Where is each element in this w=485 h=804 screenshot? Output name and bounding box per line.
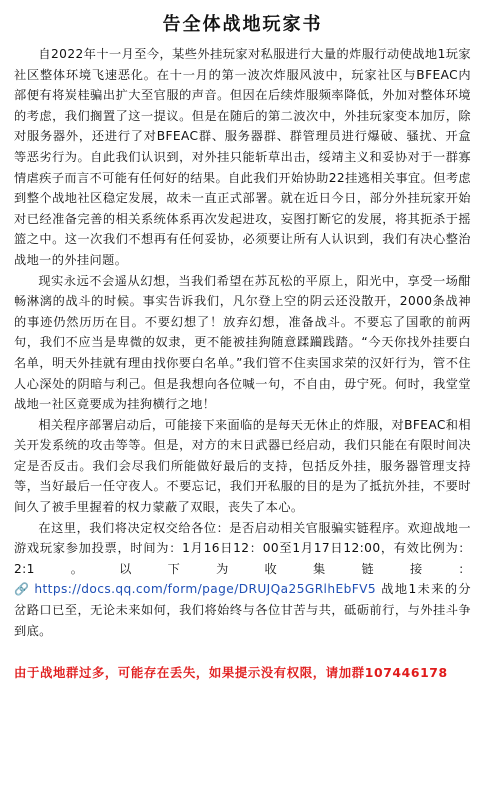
paragraph-3: 相关程序部署启动后，可能接下来面临的是每天无休止的炸服，对BFEAC和相关开发系统的攻击等等。但是，对方的末日武器已经启动，我们只能在有限时间决定是否反击。我们会尽我们所能做好最后的支持，包括反外挂，服务器管理支持等，当好最后一任守夜人。不要忘记，我们开私服的目的是为了抵抗外挂，不要时间久了被手里握着的权力蒙蔽了双眼，丧失了本心。 xyxy=(14,417,471,515)
paragraph-4-tail: 战地1未来的分岔路口已至，无论未来如何，我们将始终与各位甘苦与共，砥砺前行，与外挂斗争到底。 xyxy=(14,582,472,638)
paragraph-4-text: 在这里，我们将决定权交给各位：是否启动相关官服骗实链程序。欢迎战地一游戏玩家参加投票，时间为：1月16日12：00至1月17日12:00，有效比例为：2:1。以下为收集链接： xyxy=(14,520,471,576)
link-icon: 🔗 xyxy=(14,582,31,597)
paragraph-4 xyxy=(14,518,471,642)
footer-notice: 由于战地群过多，可能存在丢失，如果提示没有权限，请加群107446178 xyxy=(14,665,448,681)
vote-form-link[interactable]: https://docs.qq.com/form/page/DRUJQa25GRlhEbFV5 xyxy=(34,582,377,597)
paragraph-1: 自2022年十一月至今，某些外挂玩家对私服进行大量的炸服行动使战地1玩家社区整体环境飞速恶化。在十一月的第一波次炸服风波中，玩家社区与BFEAC内部便有将炭桂骗出扩大至官服的声音。但因在后续炸服频率降低，外加对整体环境的考虑，我们搁置了这一提议。但是在随后的第二波次中，外挂玩家变本加厉，除对服务器外，还进行了对BFEAC群、服务器群、群管理员进行爆破、骚扰、开盒等恶劣行为。自此我们认识到，对外挂只能斩草出击，绥靖主义和妥协对于一群寡情虐疾子而言不可能有任何好的结果。自此我们开始协助22挂逃相关事宜。但考虑到整个战地社区稳定发展，故未一直正式部署。就在近日今日，部分外挂玩家开始对已经准备完善的相关系统体系再次发起进攻，妄图打断它的发展，将其扼杀于摇篮之中。这一次我们不想再有任何妥协，必须要让所有人认识到，我们有决心整治战地一的外挂问题。 xyxy=(14,47,471,267)
paragraph-2: 现实永远不会遥从幻想，当我们希望在苏瓦松的平原上，阳光中，享受一场酣畅淋漓的战斗的时候。事实告诉我们，凡尔登上空的阴云还没散开，2000条战神的事迹仍然历历在目。不要幻想了！放弃幻想，准备战斗。不要忘了国歌的前两句，我们不应当是卑微的奴隶，更不能被挂狗随意蹂躏践踏。“今天你找外挂要白名单，明天外挂就有理由找你要白名单。”我们管不住卖国求荣的汉奸行为，管不住人心深处的阴暗与利己。但是我想向各位喊一句，不自由，毋宁死。何时，我堂堂战地一社区竟要成为挂狗横行之地！ xyxy=(14,273,471,412)
page-title: 告全体战地玩家书 xyxy=(162,14,323,35)
